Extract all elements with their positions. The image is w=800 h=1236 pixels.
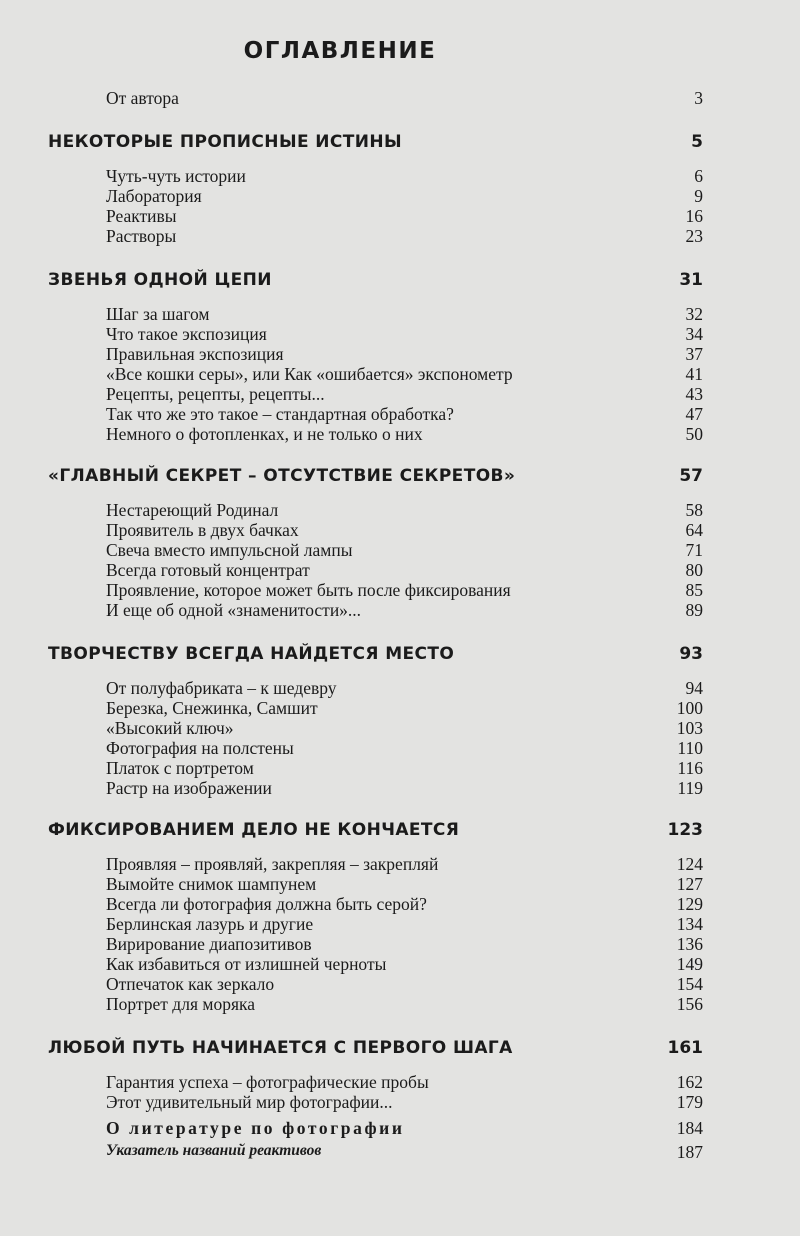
item-title: «Все кошки серы», или Как «ошибается» экспонометр [106,364,513,384]
item-title: Как избавиться от излишней черноты [106,954,387,974]
item-title: Фотография на полстены [106,738,294,758]
item-page: 47 [685,404,703,424]
item-page: 179 [676,1092,703,1112]
item-page: 136 [676,934,703,954]
section-title: ТВОРЧЕСТВУ ВСЕГДА НАЙДЕТСЯ МЕСТО [48,644,455,664]
item-title: Нестареющий Родинал [106,500,279,520]
item-page: 103 [676,718,703,738]
section-title: ЗВЕНЬЯ ОДНОЙ ЦЕПИ [48,270,272,290]
item-page: 127 [676,874,703,894]
item-page: 94 [685,678,703,698]
appendix-title: Указатель названий реактивов [106,1142,322,1159]
section-title: ЛЮБОЙ ПУТЬ НАЧИНАЕТСЯ С ПЕРВОГО ШАГА [48,1038,513,1058]
item-page: 124 [676,854,703,874]
item-title: Так что же это такое – стандартная обработка? [106,404,454,424]
item-title: Растр на изображении [106,778,272,798]
item-page: 43 [685,384,703,404]
item-title: Свеча вместо импульсной лампы [106,540,353,560]
item-page: 50 [685,424,703,444]
item-title: Вирирование диапозитивов [106,934,312,954]
item-page: 110 [677,738,703,758]
item-page: 85 [685,580,703,600]
item-title: Берлинская лазурь и другие [106,914,314,934]
item-page: 129 [676,894,703,914]
item-title: Вымойте снимок шампунем [106,874,317,894]
item-page: 80 [685,560,703,580]
section-page: 57 [679,466,703,486]
item-page: 41 [685,364,703,384]
item-page: 32 [685,304,703,324]
item-title: Отпечаток как зеркало [106,974,275,994]
appendix-page: 184 [676,1118,703,1138]
item-title: Всегда ли фотография должна быть серой? [106,894,427,914]
item-page: 58 [685,500,703,520]
section-page: 123 [667,820,703,840]
item-title: Рецепты, рецепты, рецепты... [106,384,325,404]
item-title: Чуть-чуть истории [106,166,246,186]
item-page: 156 [676,994,703,1014]
item-page: 6 [694,166,703,186]
item-page: 116 [677,758,703,778]
section-page: 93 [679,644,703,664]
item-page: 37 [685,344,703,364]
item-title: Растворы [106,226,177,246]
section-page: 161 [667,1038,703,1058]
item-title: Проявление, которое может быть после фиксирования [106,580,511,600]
preface-page: 3 [694,88,703,108]
item-title: Проявляя – проявляй, закрепляя – закрепляй [106,854,439,874]
section-page: 31 [679,270,703,290]
item-title: Портрет для моряка [106,994,255,1014]
item-page: 71 [685,540,703,560]
item-title: Всегда готовый концентрат [106,560,310,580]
item-title: Шаг за шагом [106,304,210,324]
appendix-page: 187 [676,1142,703,1162]
item-page: 9 [694,186,703,206]
item-page: 119 [677,778,703,798]
item-title: «Высокий ключ» [106,718,234,738]
item-page: 89 [685,600,703,620]
item-page: 34 [685,324,703,344]
section-title: «ГЛАВНЫЙ СЕКРЕТ – ОТСУТСТВИЕ СЕКРЕТОВ» [48,466,516,486]
page-title: ОГЛАВЛЕНИЕ [243,38,437,64]
item-title: И еще об одной «знаменитости»... [106,600,362,620]
item-title: От полуфабриката – к шедевру [106,678,337,698]
preface-title: От автора [106,88,179,108]
item-title: Что такое экспозиция [106,324,267,344]
item-page: 154 [676,974,703,994]
item-title: Правильная экспозиция [106,344,284,364]
item-page: 162 [676,1072,703,1092]
item-title: Лаборатория [106,186,202,206]
item-page: 23 [685,226,703,246]
item-title: Реактивы [106,206,177,226]
appendix-title: О литературе по фотографии [106,1118,405,1138]
item-title: Гарантия успеха – фотографические пробы [106,1072,429,1092]
section-page: 5 [691,132,703,152]
item-page: 16 [685,206,703,226]
item-page: 149 [676,954,703,974]
section-title: ФИКСИРОВАНИЕМ ДЕЛО НЕ КОНЧАЕТСЯ [48,820,460,840]
section-title: НЕКОТОРЫЕ ПРОПИСНЫЕ ИСТИНЫ [48,132,403,152]
item-title: Немного о фотопленках, и не только о них [106,424,423,444]
item-title: Платок с портретом [106,758,254,778]
item-page: 64 [685,520,703,540]
item-page: 134 [676,914,703,934]
item-title: Проявитель в двух бачках [106,520,299,540]
item-page: 100 [676,698,703,718]
item-title: Березка, Снежинка, Самшит [106,698,318,718]
item-title: Этот удивительный мир фотографии... [106,1092,393,1112]
